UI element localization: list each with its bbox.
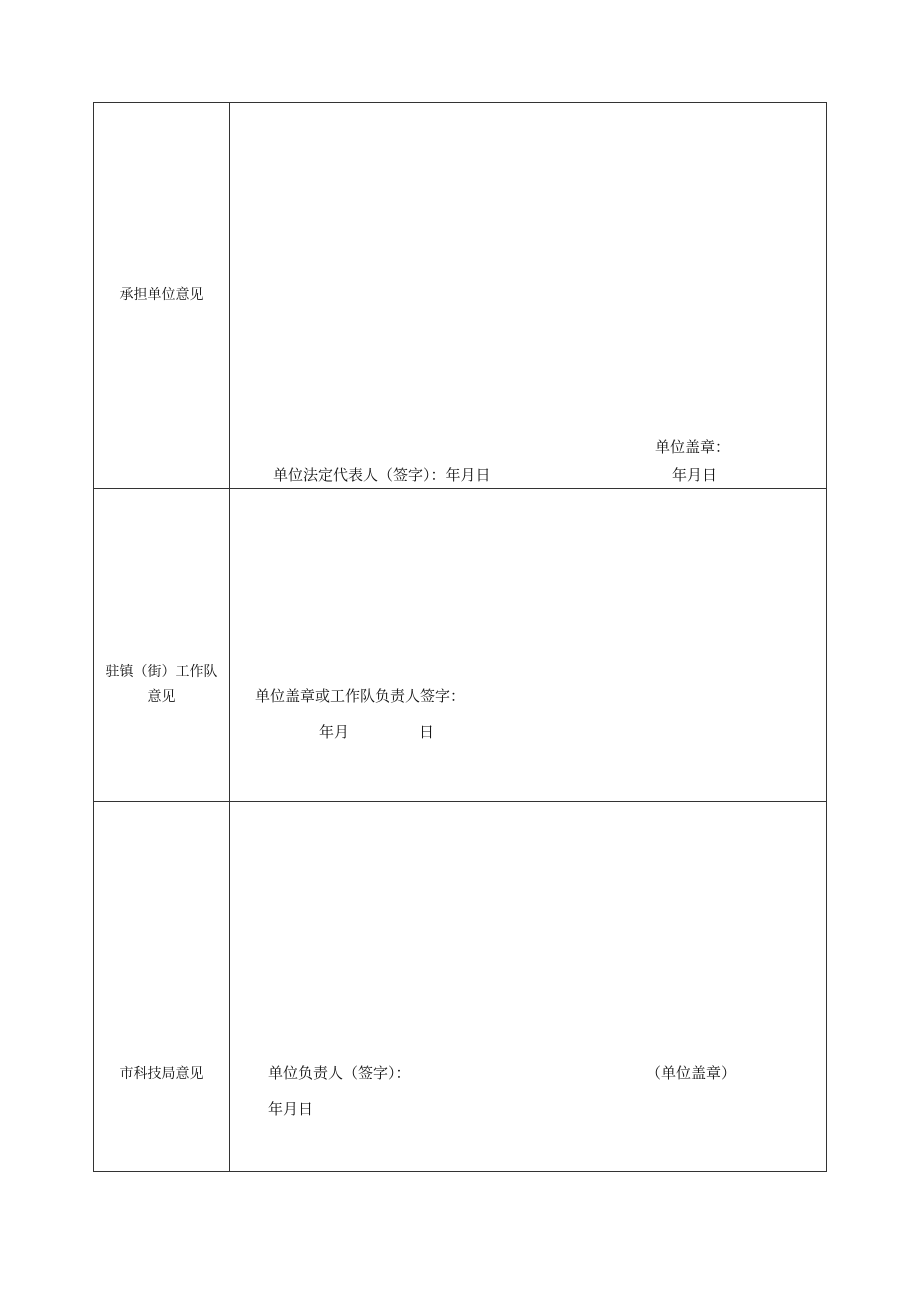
undertaking-unit-opinion-content[interactable] <box>230 103 826 488</box>
row-label-cell <box>94 103 230 488</box>
legal-rep-signature-label: 单位法定代表人（签字）：年月日 <box>273 466 491 484</box>
seal-date-label: 年月日 <box>672 466 718 484</box>
team-date-day: 日 <box>419 723 435 741</box>
undertaking-unit-opinion-row <box>94 103 826 488</box>
work-team-opinion-label-line1: 驻镇（街）工作队 <box>105 664 218 680</box>
team-date-year-month: 年月 <box>319 723 350 741</box>
tech-bureau-opinion-row <box>94 801 826 1171</box>
tech-bureau-opinion-label: 市科技局意见 <box>119 1066 204 1082</box>
bureau-date-label: 年月日 <box>268 1100 314 1118</box>
work-team-opinion-label-line2: 意见 <box>147 689 176 705</box>
opinion-form-table <box>93 102 827 1172</box>
undertaking-unit-opinion-label: 承担单位意见 <box>119 287 204 303</box>
bureau-seal-label: （单位盖章） <box>646 1064 737 1082</box>
unit-seal-label: 单位盖章： <box>655 438 731 456</box>
bureau-responsible-signature-label: 单位负责人（签字）： <box>268 1064 411 1082</box>
work-team-opinion-row <box>94 488 826 801</box>
tech-bureau-opinion-content[interactable] <box>230 802 826 1171</box>
row-label-cell <box>94 802 230 1171</box>
team-signature-label: 单位盖章或工作队负责人签字： <box>255 687 466 705</box>
row-label-cell <box>94 489 230 801</box>
work-team-opinion-content[interactable] <box>230 489 826 801</box>
